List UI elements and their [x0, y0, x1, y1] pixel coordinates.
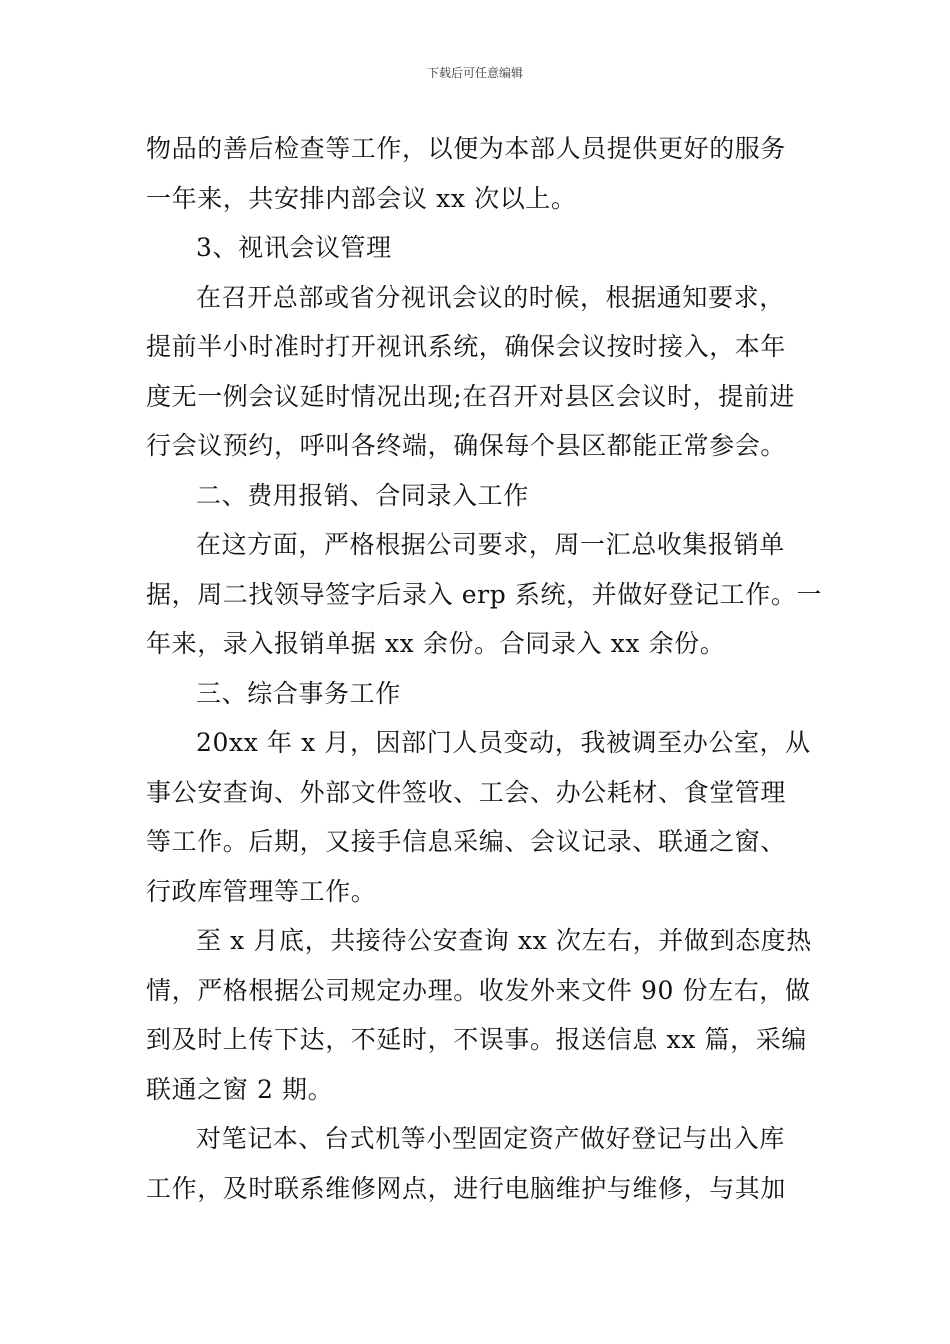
section-heading: 二、费用报销、合同录入工作 — [196, 480, 529, 510]
text-line: 行会议预约，呼叫各终端，确保每个县区都能正常参会。 — [146, 431, 787, 460]
text-line: 20xx 年 x 月，因部门人员变动，我被调至办公室，从 — [196, 728, 811, 757]
text-line: 在召开总部或省分视讯会议的时候，根据通知要求， — [196, 282, 785, 312]
text-line: 对笔记本、台式机等小型固定资产做好登记与出入库 — [196, 1124, 785, 1153]
text-line: 等工作。后期，又接手信息采编、会议记录、联通之窗、 — [146, 827, 787, 856]
text-line: 物品的善后检查等工作，以便为本部人员提供更好的服务 — [146, 134, 787, 163]
text-line: 据，周二找领导签字后录入 erp 系统，并做好登记工作。一 — [146, 579, 823, 609]
text-line: 一年来，共安排内部会议 xx 次以上。 — [146, 183, 577, 213]
text-line: 行政库管理等工作。 — [146, 876, 377, 906]
text-line: 事公安查询、外部文件签收、工会、办公耗材、食堂管理 — [146, 777, 787, 807]
text-line: 度无一例会议延时情况出现;在召开对县区会议时，提前进 — [146, 381, 796, 411]
text-line: 联通之窗 2 期。 — [146, 1074, 334, 1104]
text-line: 工作，及时联系维修网点，进行电脑维护与维修，与其加 — [146, 1173, 787, 1203]
text-line: 至 x 月底，共接待公安查询 xx 次左右，并做到态度热 — [196, 926, 812, 955]
text-line: 情，严格根据公司规定办理。收发外来文件 90 份左右，做 — [146, 975, 811, 1005]
page-header: 下载后可任意编辑 — [426, 66, 523, 80]
text-line: 提前半小时准时打开视讯系统，确保会议按时接入，本年 — [146, 332, 787, 361]
document-body — [146, 124, 823, 1213]
text-line: 到及时上传下达，不延时，不误事。报送信息 xx 篇，采编 — [146, 1025, 807, 1054]
section-heading: 三、综合事务工作 — [196, 678, 401, 708]
text-line: 在这方面，严格根据公司要求，周一汇总收集报销单 — [196, 530, 785, 559]
section-heading: 3、视讯会议管理 — [196, 233, 392, 262]
text-line: 年来，录入报销单据 xx 余份。合同录入 xx 余份。 — [146, 629, 726, 658]
